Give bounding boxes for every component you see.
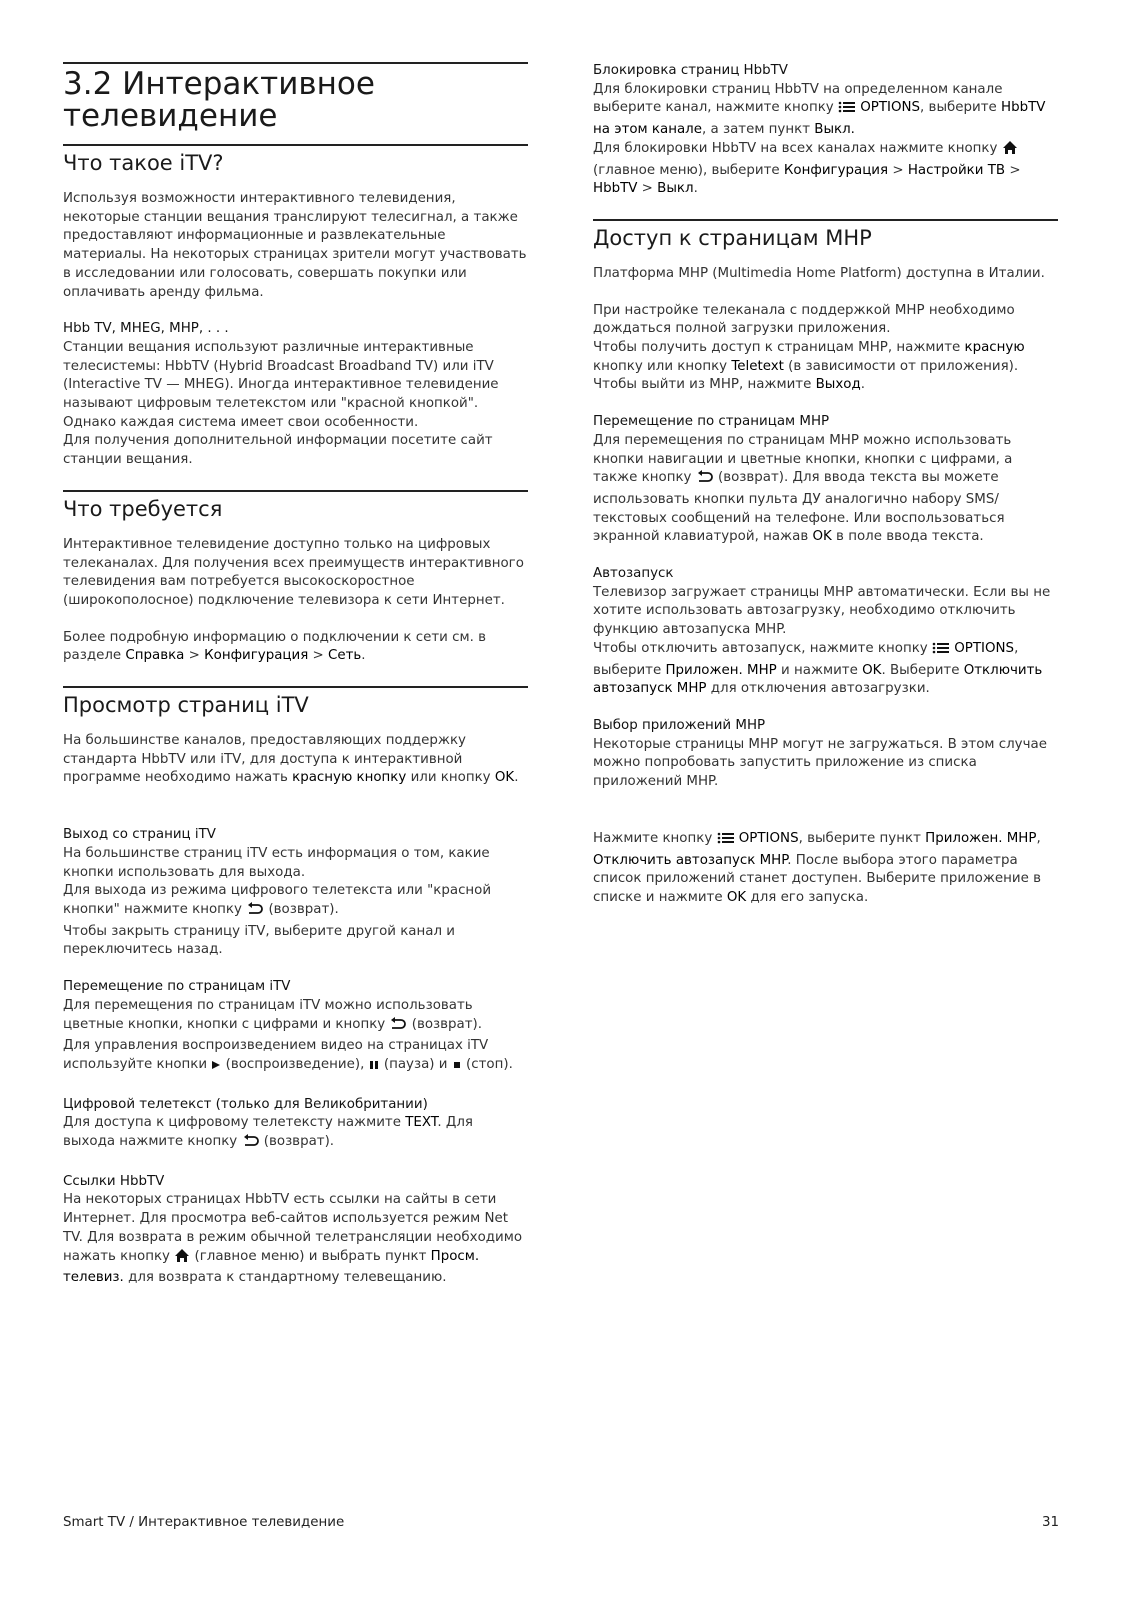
subheading-autostart: Автозапуск [593,566,674,582]
home-icon [1002,140,1018,162]
pause-icon [369,1059,380,1078]
subheading-select-mhp-apps: Выбор приложений MHP [593,717,766,733]
subheading-hbbtv-mheg-mhp: Hbb TV, MHEG, MHP, . . . [63,321,229,337]
section-title-requirements: Что требуется [63,496,223,521]
footer-breadcrumb: Smart TV / Интерактивное телевидение [63,1515,345,1530]
paragraph: На некоторых страницах HbbTV есть ссылки на сайты в сети Интернет. Для просмотра веб-сайтов используется режим Net TV. Для возврата в режим обычной телетрансляции необходимо нажать кнопку (главное меню) и выбрать пункт Просм. телевиз. для возврата к стандартному телевещанию. [63,1192,523,1286]
options-icon [717,831,735,852]
home-icon [174,1248,190,1270]
paragraph: Чтобы выйти из MHP, нажмите Выход. [593,377,866,393]
chapter-rule [63,62,528,64]
paragraph: Чтобы получить доступ к страницам MHP, нажмите красную кнопку или кнопку Teletext (в зависимости от приложения). [593,340,1025,374]
subheading-navigate-mhp: Перемещение по страницам MHP [593,414,830,430]
link-help: Справка [125,648,185,664]
link-configuration: Конфигурация [204,648,309,664]
section-title-what-is-itv: Что такое iTV? [63,151,224,175]
back-icon [242,1134,260,1155]
section-rule [63,144,528,146]
back-icon [389,1017,407,1038]
page-number: 31 [1041,1515,1059,1530]
chapter-title: 3.2 Интерактивное телевидение [63,66,375,134]
paragraph: Для блокировки HbbTV на всех каналах нажмите кнопку (главное меню), выберите Конфигурация > Настройки ТВ > HbbTV > Выкл. [593,140,1021,197]
link-network: Сеть [328,648,362,664]
paragraph: Для получения дополнительной информации посетите сайт станции вещания. [63,433,493,468]
subheading-exit-itv: Выход со страниц iTV [63,827,216,843]
paragraph: Чтобы отключить автозапуск, нажмите кнопку OPTIONS, выберите Приложен. MHP и нажмите OK. Выберите Отключить автозапуск MHP для отключения автозагрузки. [593,640,1043,697]
section-title-mhp: Доступ к страницам MHP [593,225,872,250]
section-rule [63,490,528,492]
paragraph: Используя возможности интерактивного телевидения, некоторые станции вещания транслируют телесигнал, а также предоставляют информационные и развлекательные материалы. На некоторых страницах зрители могут участвовать в исследовании или голосовать, совершать покупки или оплачивать аренду фильма. [63,191,527,300]
subheading-navigate-itv: Перемещение по страницам iTV [63,979,291,995]
paragraph: Платформа MHP (Multimedia Home Platform) доступна в Италии. [593,265,1045,281]
paragraph: Станции вещания используют различные интерактивные телесистемы: HbbTV (Hybrid Broadcast Broadband TV) или iTV (Interactive TV — MHEG). Иногда интерактивное телевидение называют цифровым телетекстом или "красной кнопкой". Однако каждая система имеет свои особенности. [63,339,499,430]
paragraph: На большинстве страниц iTV есть информация о том, какие кнопки использовать для выхода. [63,845,490,880]
paragraph: Для управления воспроизведением видео на страницах iTV используйте кнопки (воспроизведение), (пауза) и (стоп). [63,1037,528,1077]
section-title-view-itv: Просмотр страниц iTV [63,693,309,718]
paragraph: Для доступа к цифровому телетексту нажмите TEXT. Для выхода нажмите кнопку (возврат). [63,1114,528,1154]
back-icon [246,902,264,923]
paragraph: Нажмите кнопку OPTIONS, выберите пункт Приложен. MHP, Отключить автозапуск MHP. После выбора этого параметра список приложений станет доступен. Выберите приложение в списке и нажмите OK для его запуска. [593,830,1041,905]
paragraph: Для выхода из режима цифрового телетекста или "красной кнопки" нажмите кнопку (возврат). [63,882,528,922]
paragraph: Для перемещения по страницам iTV можно использовать цветные кнопки, кнопки с цифрами и кнопку (возврат). [63,997,528,1037]
left-column [63,62,528,1288]
paragraph: Интерактивное телевидение доступно только на цифровых телеканалах. Для получения всех преимуществ интерактивного телевидения вам потребуется высокоскоростное (широкополосное) подключение телевизора к сети Интернет. [63,536,524,608]
page-footer [63,1515,1059,1530]
stop-icon [452,1059,462,1078]
paragraph: Чтобы закрыть страницу iTV, выберите другой канал и переключитесь назад. [63,923,455,958]
paragraph: Для перемещения по страницам MHP можно использовать кнопки навигации и цветные кнопки, кнопки с цифрами, а также кнопку (возврат). Для ввода текста вы можете использовать кнопки пульта ДУ аналогично набору SMS/текстовых сообщений на телефоне. Или воспользоваться экранной клавиатурой, нажав OK в поле ввода текста. [593,432,1013,545]
section-rule [593,219,1058,221]
back-icon [696,470,714,491]
paragraph: Для блокировки страниц HbbTV на определенном канале выберите канал, нажмите кнопку OPTIONS, выберите HbbTV на этом канале, а затем пункт Выкл. [593,81,1046,138]
options-icon [838,100,856,121]
paragraph: Некоторые страницы MHP могут не загружаться. В этом случае можно попробовать запустить приложение из списка приложений MHP. [593,736,1047,790]
options-icon [932,641,950,662]
subheading-digital-teletext: Цифровой телетекст (только для Великобритании) [63,1096,428,1112]
play-icon [211,1059,221,1078]
paragraph: На большинстве каналов, предоставляющих поддержку стандарта HbbTV или iTV, для доступа к интерактивной программе необходимо нажать красную кнопку или кнопку OK. [63,733,519,786]
section-rule [63,686,528,688]
paragraph: Телевизор загружает страницы MHP автоматически. Если вы не хотите использовать автозагрузку, необходимо отключить функцию автозапуска MHP. [593,584,1051,638]
right-column [593,62,1058,908]
paragraph: При настройке телеканала с поддержкой MHP необходимо дождаться полной загрузки приложения. [593,302,1015,337]
subheading-block-hbbtv: Блокировка страниц HbbTV [593,63,788,78]
subheading-hbbtv-links: Ссылки HbbTV [63,1173,165,1189]
paragraph: Более подробную информацию о подключении к сети см. в разделе Справка > Конфигурация > Сеть. [63,629,487,664]
